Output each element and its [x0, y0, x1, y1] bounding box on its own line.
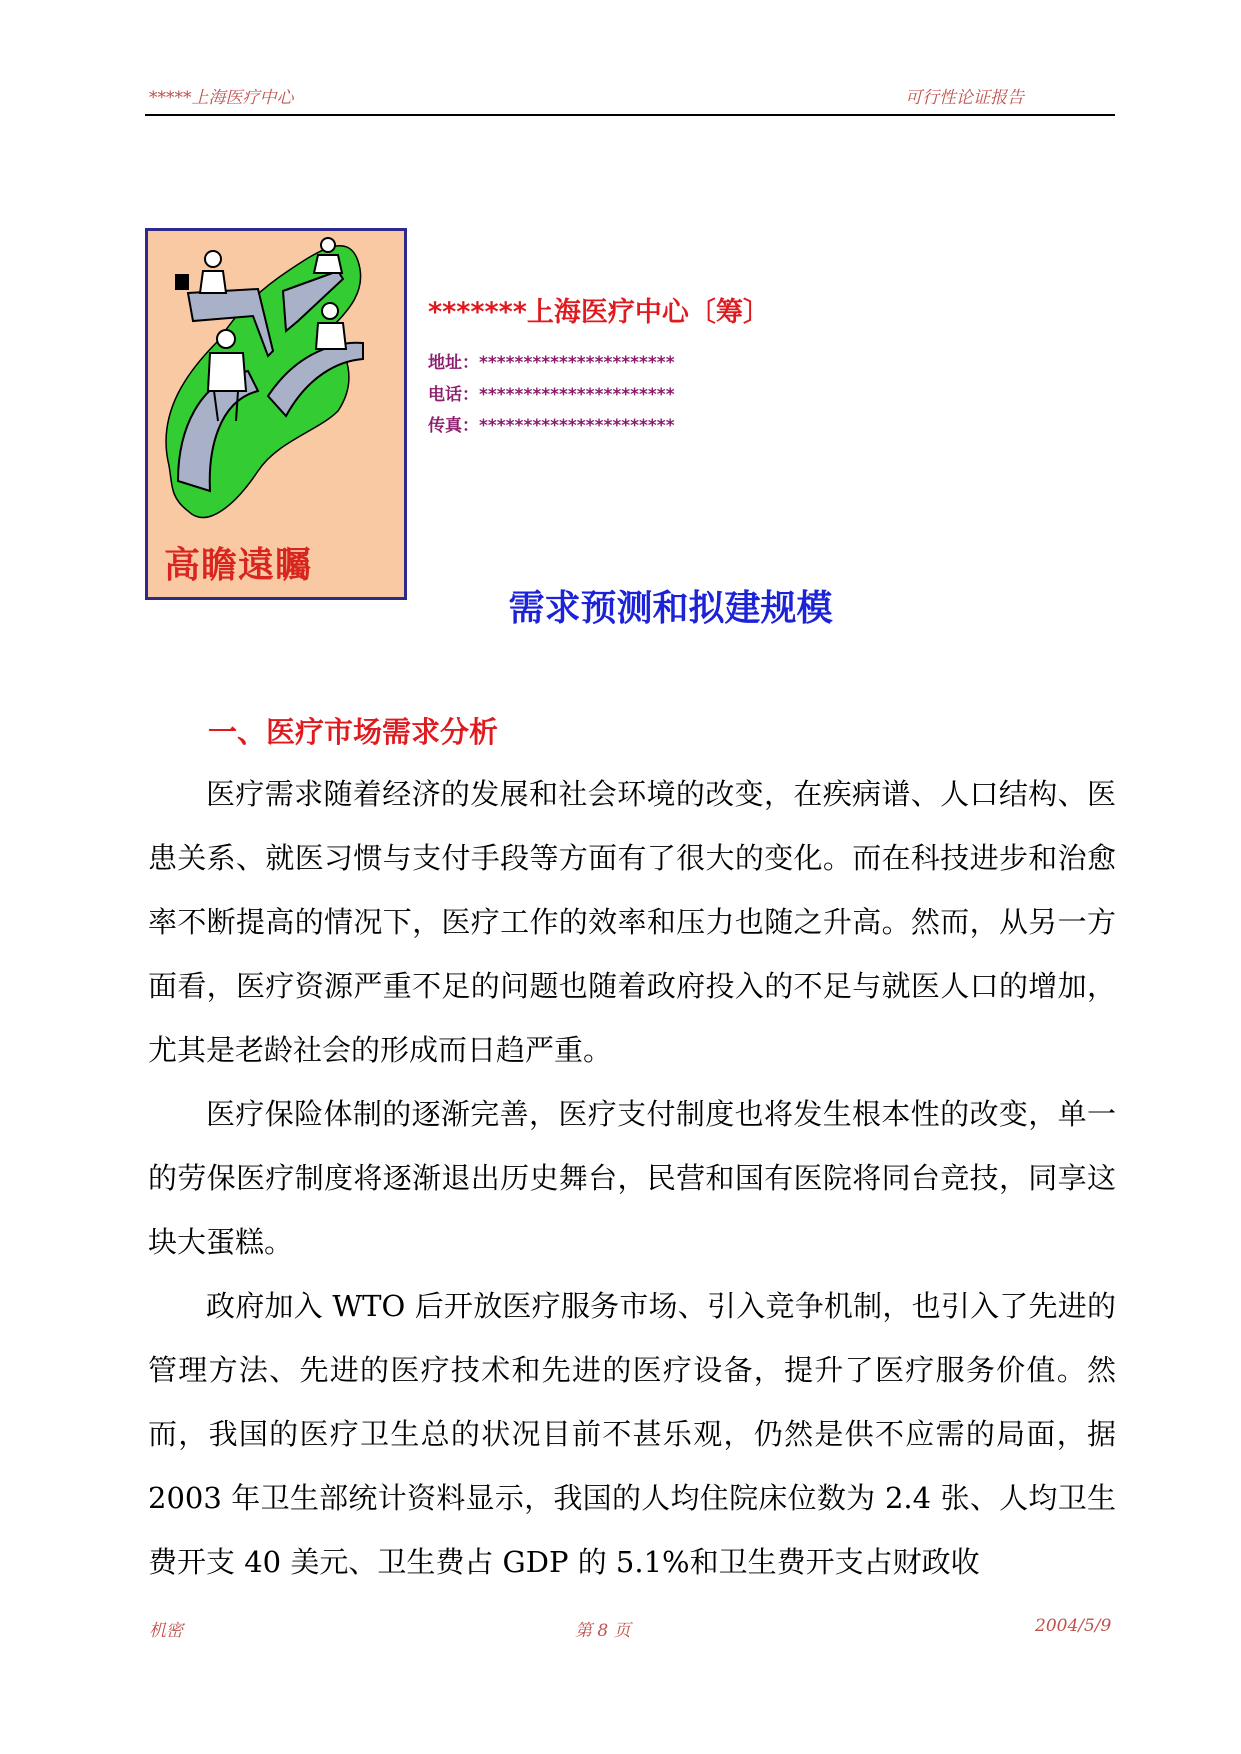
header-report-type: 可行性论证报告: [905, 88, 1024, 108]
paragraph-2: 医疗保险体制的逐渐完善，医疗支付制度也将发生根本性的改变，单一的劳保医疗制度将逐渐退出历史舞台，民营和国有医院将同台竞技，同享这块大蛋糕。: [148, 1097, 1116, 1259]
organization-phone: 电话：**********************: [428, 385, 675, 405]
logo-illustration: [145, 228, 407, 600]
header-organization: *****上海医疗中心: [149, 88, 294, 108]
footer-date: 2004/5/9: [1035, 1616, 1112, 1636]
document-title: 需求预测和拟建规模: [508, 588, 833, 629]
running-header: [145, 86, 1115, 116]
section-heading: 一、医疗市场需求分析: [208, 715, 499, 749]
footer-page-number: 第 8 页: [575, 1621, 631, 1641]
footer-confidential: 机密: [149, 1621, 183, 1641]
organization-name: *******上海医疗中心〔筹〕: [428, 297, 770, 328]
organization-address: 地址：**********************: [428, 353, 675, 373]
organization-fax: 传真：**********************: [428, 416, 675, 436]
logo-caption: 高瞻遠矚: [164, 545, 313, 586]
running-footer: [145, 1616, 1115, 1640]
paragraph-3: 政府加入 WTO 后开放医疗服务市场、引入竞争机制，也引入了先进的管理方法、先进的医疗技术和先进的医疗设备，提升了医疗服务价值。然而，我国的医疗卫生总的状况目前不甚乐观，仍然是供不应需的局面，据 2003 年卫生部统计资料显示，我国的人均住院床位数为 2.4 张、人均卫生费开支 40 美元、卫生费占 GDP 的 5.1%和卫生费开支占财政收: [148, 1289, 1116, 1579]
paragraph-1: 医疗需求随着经济的发展和社会环境的改变，在疾病谱、人口结构、医患关系、就医习惯与支付手段等方面有了很大的变化。而在科技进步和治愈率不断提高的情况下，医疗工作的效率和压力也随之升高。然而，从另一方面看，医疗资源严重不足的问题也随着政府投入的不足与就医人口的增加，尤其是老龄社会的形成而日趋严重。: [148, 777, 1116, 1067]
